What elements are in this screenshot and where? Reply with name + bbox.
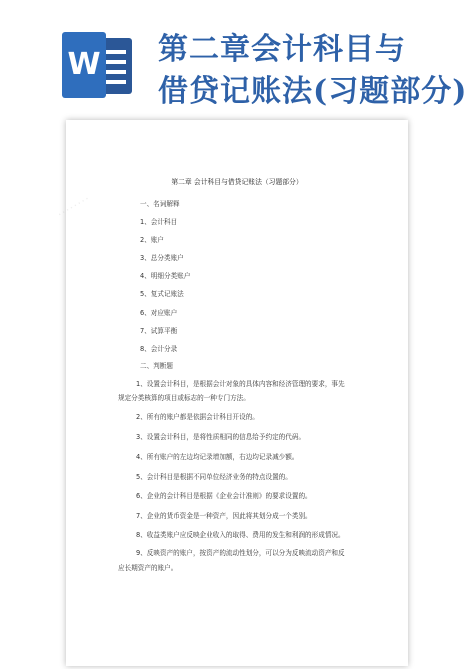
- statement-line: 3、设置会计科目，是将性质相同的信息给予约定的代码。: [136, 433, 306, 441]
- statement-line: 1、设置会计科目，是根据会计对象的具体内容和经济管理的要求，事先: [136, 380, 345, 388]
- statement-line: 应长期资产的账户。: [118, 564, 178, 572]
- section-heading-true-false: 二、判断题: [140, 362, 173, 370]
- statement-line: 7、企业的货币资金是一种资产，因此将其划分成一个类别。: [136, 512, 312, 520]
- statement-line: 6、企业的会计科目是根据《企业会计准则》的要求设置的。: [136, 492, 312, 500]
- section-heading-definitions: 一、名词解释: [140, 200, 180, 208]
- statement-line: 5、会计科目是根据不同单位经济业务的特点设置的。: [136, 473, 292, 481]
- header-banner: [0, 0, 474, 120]
- document-page: [55, 120, 408, 666]
- term-item: 7、试算平衡: [140, 327, 178, 335]
- statement-line: 4、所有账户的左边均记录增加额，右边均记录减少额。: [136, 453, 299, 461]
- word-icon-letter: W: [62, 32, 106, 98]
- watermark: ········: [55, 191, 93, 222]
- statement-line: 8、收益类账户应反映企业收入的取得、费用的发生和利润的形成情况。: [136, 531, 345, 539]
- document-title-line-1: 第二章会计科目与: [158, 32, 406, 67]
- term-item: 5、复式记账法: [140, 290, 184, 298]
- term-item: 3、总分类账户: [140, 254, 184, 262]
- document-title-line-2: 借贷记账法(习题部分): [158, 74, 468, 109]
- document-heading: 第二章 会计科目与借贷记账法（习题部分）: [171, 178, 303, 186]
- statement-line: 2、所有的账户都是依据会计科目开设的。: [136, 413, 259, 421]
- term-item: 2、账户: [140, 236, 164, 244]
- statement-line: 规定分类核算的项目或标志的一种专门方法。: [118, 394, 250, 402]
- term-item: 6、对应账户: [140, 309, 178, 317]
- term-item: 4、明细分类账户: [140, 272, 191, 280]
- term-item: 8、会计分录: [140, 345, 178, 353]
- term-item: 1、会计科目: [140, 218, 178, 226]
- statement-line: 9、反映资产的账户，按资产的流动性划分，可以分为反映流动资产和反: [136, 549, 345, 557]
- word-document-icon: [58, 32, 136, 98]
